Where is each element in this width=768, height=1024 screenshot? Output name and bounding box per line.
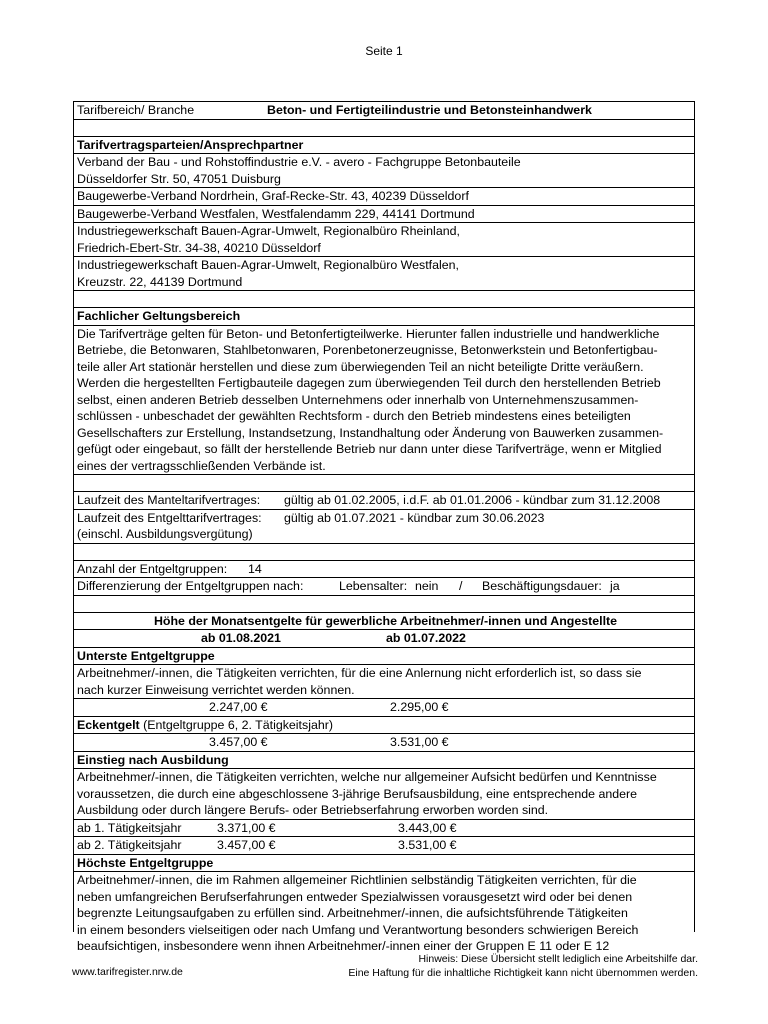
party-row bbox=[74, 154, 694, 188]
scope-line: Gesellschafters zur Erstellung, Instandsetzung, Instandhaltung oder Änderung von Bauwerken zusammen- bbox=[77, 425, 664, 440]
lowest-value-2022: 2.295,00 € bbox=[390, 700, 449, 714]
lowest-value-2021: 2.247,00 € bbox=[209, 700, 268, 714]
party-row bbox=[74, 188, 694, 206]
scope-line: Betriebe, die Betonwaren, Stahlbetonwaren, Porenbetonerzeugnisse, Betonwerkstein und Betonfertigbau- bbox=[77, 343, 658, 357]
entry-year2-row bbox=[74, 837, 694, 855]
spacer-row bbox=[74, 596, 694, 613]
party-row bbox=[74, 223, 694, 257]
entry-year2-value-2022: 3.531,00 € bbox=[398, 838, 457, 852]
entgelt-term-row bbox=[74, 510, 694, 544]
separator: / bbox=[459, 579, 463, 593]
scope-line: selbst, einen anderen Betrieb desselben Unternehmens oder innerhalb von Unternehmenszusammen- bbox=[77, 392, 639, 407]
spacer-row bbox=[74, 475, 694, 492]
entry-year2-value-2021: 3.457,00 € bbox=[217, 838, 276, 852]
corner-heading: Eckentgelt bbox=[77, 717, 140, 732]
entry-year1-row bbox=[74, 820, 694, 838]
footer-disclaimer bbox=[348, 953, 698, 980]
parties-heading-row bbox=[74, 137, 694, 155]
party-line: Industriegewerkschaft Bauen-Agrar-Umwelt, Regionalbüro Rheinland, bbox=[77, 224, 460, 238]
highest-line: beaufsichtigen, insbesondere wenn ihnen Arbeitnehmer/-innen einer der Gruppen E 11 oder E 12 bbox=[77, 939, 610, 953]
branch-label: Tarifbereich/ Branche bbox=[77, 103, 195, 117]
party-line: Baugewerbe-Verband Westfalen, Westfalendamm 229, 44141 Dortmund bbox=[77, 206, 475, 221]
age-label: Lebensalter: bbox=[339, 579, 408, 593]
entry-line: Arbeitnehmer/-innen, die Tätigkeiten verrichten, welche nur allgemeiner Aufsicht bedürfen und Kenntnisse bbox=[77, 770, 657, 784]
disclaimer-line: Hinweis: Diese Übersicht stellt lediglich eine Arbeitshilfe dar. bbox=[418, 953, 698, 965]
highest-line: begrenzte Leitungsaufgaben zu erfüllen sind. Arbeitnehmer/-innen, die aufsichtsführende Tätigkeiten bbox=[77, 906, 628, 920]
scope-line: Die Tarifverträge gelten für Beton- und Betonfertigteilwerke. Hierunter fallen industrielle und handwerkliche bbox=[77, 326, 660, 341]
scope-line: gefügt oder eingebaut, so fällt der herstellende Betrieb nur dann unter diese Tarifverträge, wenn er Mitglied bbox=[77, 442, 662, 456]
page-number: Seite 1 bbox=[365, 44, 403, 58]
lowest-line: Arbeitnehmer/-innen, die Tätigkeiten verrichten, für die eine Anlernung nicht erforderlich ist, so dass sie bbox=[77, 666, 642, 680]
entry-line: voraussetzen, die durch eine abgeschlossene 3-jährige Berufsausbildung, eine entsprechende andere bbox=[77, 786, 638, 801]
scope-line: eines der vertragsschließenden Verbände ist. bbox=[77, 458, 326, 473]
group-diff-label: Differenzierung der Entgeltgruppen nach: bbox=[77, 579, 304, 593]
highest-heading-row bbox=[74, 855, 694, 873]
party-line: Kreuzstr. 22, 44139 Dortmund bbox=[77, 274, 243, 289]
spacer-row bbox=[74, 291, 694, 308]
col-header-2022: ab 01.07.2022 bbox=[386, 631, 466, 645]
age-value: nein bbox=[415, 579, 439, 593]
group-diff-row bbox=[74, 578, 694, 596]
group-count-value: 14 bbox=[248, 561, 262, 576]
footer-website: www.tarifregister.nrw.de bbox=[72, 966, 183, 978]
entgelt-term-label: Laufzeit des Entgelttarifvertrages: bbox=[77, 510, 262, 525]
party-line: Friedrich-Ebert-Str. 34-38, 40210 Düsseldorf bbox=[77, 240, 321, 255]
corner-value-2022: 3.531,00 € bbox=[390, 735, 449, 749]
highest-line: in einem besonders vielseitigen oder nach Umfang und Verantwortung besonders schwierigen Bereich bbox=[77, 922, 639, 937]
party-row bbox=[74, 257, 694, 291]
lowest-line: nach kurzer Einweisung verrichtet werden können. bbox=[77, 682, 355, 697]
party-line: Industriegewerkschaft Bauen-Agrar-Umwelt, Regionalbüro Westfalen, bbox=[77, 258, 459, 272]
lowest-text-row bbox=[74, 665, 694, 699]
corner-values-row bbox=[74, 734, 694, 752]
salary-columns-row bbox=[74, 630, 694, 648]
highest-line: neben umfangreichen Berufserfahrungen entweder Spezialwissen vorausgesetzt wird oder bei denen bbox=[77, 889, 633, 904]
mantel-term-value: gültig ab 01.02.2005, i.d.F. ab 01.01.2006 - kündbar zum 31.12.2008 bbox=[284, 493, 661, 507]
party-line: Baugewerbe-Verband Nordrhein, Graf-Recke-Str. 43, 40239 Düsseldorf bbox=[77, 189, 469, 203]
duration-label: Beschäftigungsdauer: bbox=[482, 579, 602, 593]
party-row bbox=[74, 206, 694, 224]
group-count-label: Anzahl der Entgeltgruppen: bbox=[77, 561, 228, 576]
highest-line: Arbeitnehmer/-innen, die im Rahmen allgemeiner Richtlinien selbständig Tätigkeiten verrichten, für die bbox=[77, 873, 637, 887]
lowest-heading: Unterste Entgeltgruppe bbox=[77, 648, 215, 663]
corner-note: (Entgeltgruppe 6, 2. Tätigkeitsjahr) bbox=[139, 717, 333, 732]
salary-title-row bbox=[74, 613, 694, 631]
entry-heading: Einstieg nach Ausbildung bbox=[77, 752, 229, 767]
spacer-row bbox=[74, 544, 694, 561]
mantel-term-row bbox=[74, 492, 694, 510]
corner-value-2021: 3.457,00 € bbox=[209, 735, 268, 749]
scope-heading-row bbox=[74, 308, 694, 326]
party-line: Verband der Bau - und Rohstoffindustrie e.V. - avero - Fachgruppe Betonbauteile bbox=[77, 155, 521, 169]
entry-year1-value-2021: 3.371,00 € bbox=[217, 820, 276, 835]
scope-line: teile aller Art stationär herstellen und diese zum überwiegenden Teil an nicht beteiligte Dritte veräußern. bbox=[77, 359, 644, 374]
corner-heading-row bbox=[74, 717, 694, 735]
highest-heading: Höchste Entgeltgruppe bbox=[77, 855, 214, 870]
parties-heading: Tarifvertragsparteien/Ansprechpartner bbox=[77, 137, 304, 152]
disclaimer-line: Eine Haftung für die inhaltliche Richtigkeit kann nicht übernommen werden. bbox=[348, 966, 698, 979]
salary-title: Höhe der Monatsentgelte für gewerbliche Arbeitnehmer/-innen und Angestellte bbox=[153, 613, 618, 628]
duration-value: ja bbox=[610, 579, 620, 593]
entry-text-row bbox=[74, 769, 694, 820]
entgelt-term-note: (einschl. Ausbildungsvergütung) bbox=[77, 527, 253, 541]
branch-value: Beton- und Fertigteilindustrie und Betonsteinhandwerk bbox=[267, 103, 592, 117]
col-header-2021: ab 01.08.2021 bbox=[201, 631, 281, 645]
branch-row bbox=[74, 102, 694, 120]
scope-line: schlüssen - unbeschadet der gewählten Rechtsform - durch den Betrieb mindestens eines beteiligten bbox=[77, 409, 631, 423]
entry-year2-label: ab 2. Tätigkeitsjahr bbox=[77, 838, 182, 852]
group-count-row bbox=[74, 561, 694, 579]
lowest-heading-row bbox=[74, 648, 694, 666]
party-line: Düsseldorfer Str. 50, 47051 Duisburg bbox=[77, 171, 281, 186]
tariff-table bbox=[73, 101, 695, 953]
entry-line: Ausbildung oder durch längere Berufs- oder Betriebserfahrung erworben worden sind. bbox=[77, 803, 549, 817]
mantel-term-label: Laufzeit des Manteltarifvertrages: bbox=[77, 493, 261, 507]
entry-year1-value-2022: 3.443,00 € bbox=[398, 820, 457, 835]
entry-year1-label: ab 1. Tätigkeitsjahr bbox=[77, 820, 182, 835]
highest-text-row bbox=[74, 872, 694, 955]
scope-heading: Fachlicher Geltungsbereich bbox=[77, 309, 241, 323]
scope-text-row bbox=[74, 326, 694, 476]
entry-heading-row bbox=[74, 752, 694, 770]
scope-line: Werden die hergestellten Fertigbauteile dagegen zum überwiegenden Teil durch den herstellenden Betrieb bbox=[77, 376, 661, 390]
lowest-values-row bbox=[74, 699, 694, 717]
spacer-row bbox=[74, 120, 694, 137]
entgelt-term-value: gültig ab 01.07.2021 - kündbar zum 30.06.2023 bbox=[284, 510, 545, 525]
